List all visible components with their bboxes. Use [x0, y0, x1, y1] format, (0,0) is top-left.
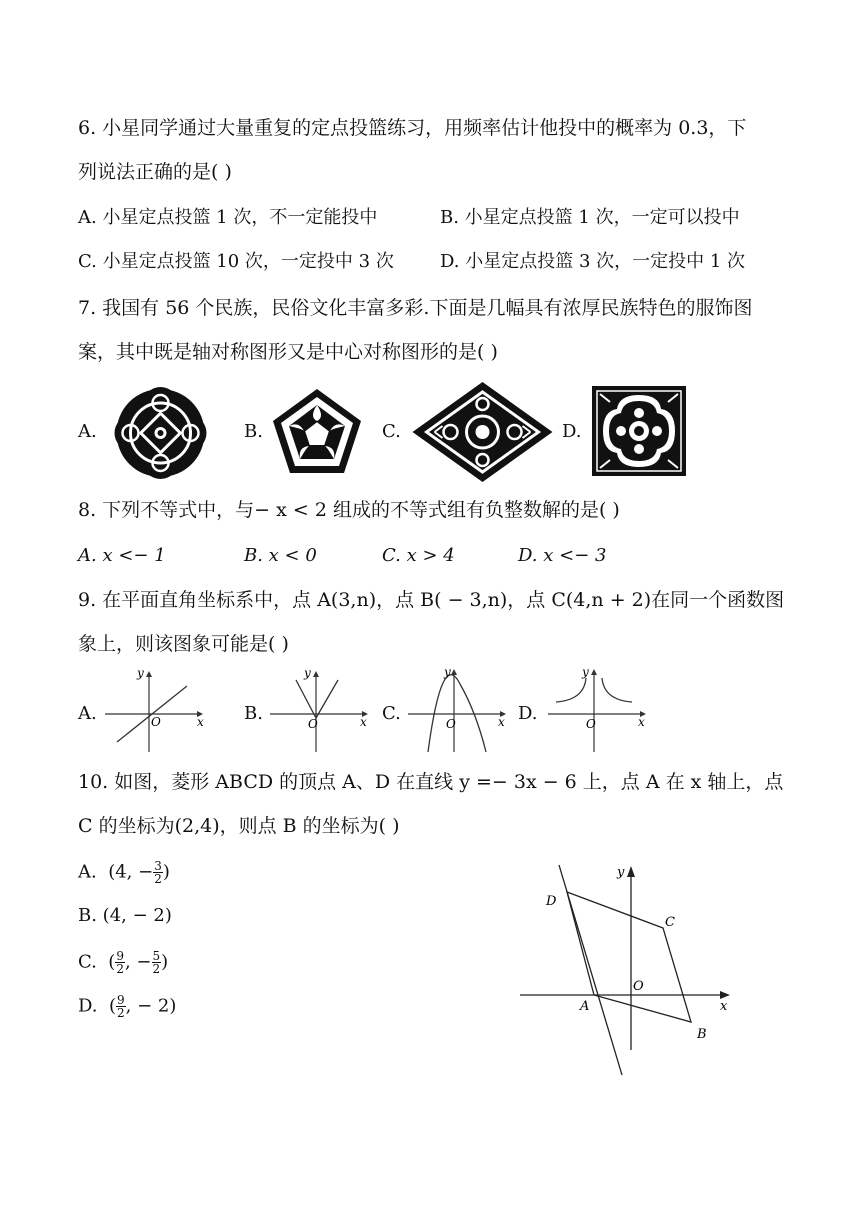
- q10-option-c-label: C.: [78, 951, 97, 973]
- q10-option-d-post: , − 2): [125, 995, 177, 1017]
- q9-label-a: A.: [78, 703, 97, 724]
- q10-option-b: B. (4, − 2): [78, 905, 172, 926]
- q10-option-a-value-post: ): [162, 861, 170, 883]
- q9-stem-line2: 象上，则该图象可能是( ): [78, 633, 289, 655]
- q10-option-a-label: A.: [78, 861, 97, 883]
- q10-option-a-fraction: [153, 860, 163, 885]
- q9-label-c: C.: [382, 703, 401, 724]
- q6-option-d: D. 小星定点投篮 3 次，一定投中 1 次: [440, 251, 746, 272]
- q10-point-a-label: A: [580, 999, 590, 1014]
- q7-pattern-c-image: [410, 380, 555, 484]
- q10-rhombus-figure: [515, 860, 745, 1080]
- q10-option-c: C. ( $\frac{9}{2}$ , − $\frac{5}{2}$ ): [78, 949, 169, 976]
- q9-graph-d-origin: O: [586, 717, 596, 731]
- q9-graph-c: [408, 666, 508, 754]
- q9-graph-d-y-label: y: [582, 665, 589, 679]
- q10-point-d-label: D: [546, 894, 557, 909]
- q7-pattern-b-image: [272, 383, 362, 481]
- q10-option-d-label: D.: [78, 995, 98, 1017]
- q9-graph-b-x-label: x: [360, 715, 367, 729]
- q9-graph-c-x-label: x: [498, 715, 505, 729]
- q9-graph-b-y-label: y: [304, 666, 311, 680]
- q9-label-d: D.: [518, 703, 538, 724]
- q10-option-d: D. ( $\frac{9}{2}$ , − 2): [78, 993, 177, 1020]
- q9-graph-a-y-label: y: [137, 666, 144, 680]
- q10-stem-line2: C 的坐标为(2,4)，则点 B 的坐标为( ): [78, 815, 400, 837]
- q10-option-c-fraction-2: [152, 950, 162, 975]
- q10-option-a: [78, 860, 170, 885]
- q10-option-c-fraction-1: [115, 950, 125, 975]
- q8-option-a: A. x <− 1: [78, 545, 166, 566]
- q8-stem: 8. 下列不等式中，与− x < 2 组成的不等式组有负整数解的是( ): [78, 499, 620, 521]
- q10-origin-label: O: [633, 979, 644, 994]
- q10-option-c-num2: 5: [152, 949, 161, 963]
- q9-graph-c-origin: O: [446, 717, 456, 731]
- q6-stem-line2: 列说法正确的是( ): [78, 161, 232, 183]
- q10-option-c-mid: , −: [124, 951, 152, 973]
- q7-label-b: B.: [244, 421, 263, 442]
- q6-option-c: C. 小星定点投篮 10 次，一定投中 3 次: [78, 251, 394, 272]
- q9-graph-c-y-label: y: [444, 665, 451, 679]
- q9-graph-a-origin: O: [151, 715, 161, 729]
- q10-x-axis-label: x: [720, 999, 728, 1014]
- q7-stem-line2: 案，其中既是轴对称图形又是中心对称图形的是( ): [78, 341, 498, 363]
- q10-option-c-den2: 2: [152, 962, 161, 976]
- q10-y-axis-label: y: [617, 865, 625, 880]
- q10-option-c-den1: 2: [116, 962, 124, 976]
- q10-option-d-fraction: [116, 994, 126, 1019]
- q10-option-d-num: 9: [116, 993, 125, 1007]
- q6-option-a: A. 小星定点投篮 1 次，不一定能投中: [78, 207, 378, 228]
- q10-point-b-label: B: [697, 1027, 707, 1042]
- q9-graph-b: [270, 668, 370, 754]
- q7-stem-line1: 7. 我国有 56 个民族，民俗文化丰富多彩.下面是几幅具有浓厚民族特色的服饰图: [78, 297, 753, 319]
- q10-option-c-num1: 9: [116, 949, 124, 963]
- q8-option-d: D. x <− 3: [518, 545, 607, 566]
- q6-stem-line1: 6. 小星同学通过大量重复的定点投篮练习，用频率估计他投中的概率为 0.3，下: [78, 117, 747, 139]
- q8-option-b: B. x < 0: [244, 545, 317, 566]
- q9-graph-a-x-label: x: [197, 715, 204, 729]
- q6-option-b: B. 小星定点投篮 1 次，一定可以投中: [440, 207, 740, 228]
- q7-pattern-d-image: [592, 386, 686, 476]
- q10-option-a-num: 3: [154, 859, 162, 873]
- q10-option-d-den: 2: [116, 1006, 125, 1020]
- q9-graph-d-x-label: x: [638, 715, 645, 729]
- q10-option-a-den: 2: [154, 872, 162, 886]
- q9-graph-a: [105, 668, 205, 754]
- q10-point-c-label: C: [665, 915, 675, 930]
- q7-label-c: C.: [382, 421, 401, 442]
- q10-option-a-value-pre: (4, −: [108, 861, 154, 883]
- q7-label-a: A.: [78, 421, 97, 442]
- q8-option-c: C. x > 4: [382, 545, 455, 566]
- q9-graph-b-origin: O: [308, 717, 318, 731]
- q10-stem-line1: 10. 如图，菱形 ABCD 的顶点 A、D 在直线 y =− 3x − 6 上，点 A 在 x 轴上，点: [78, 771, 784, 793]
- q9-label-b: B.: [244, 703, 263, 724]
- q9-stem-line1: 9. 在平面直角坐标系中，点 A(3,n)，点 B( − 3,n)，点 C(4,n + 2)在同一个函数图: [78, 589, 785, 611]
- q7-pattern-a-image: [113, 383, 208, 483]
- q9-graph-d: [548, 666, 648, 754]
- q7-label-d: D.: [562, 421, 582, 442]
